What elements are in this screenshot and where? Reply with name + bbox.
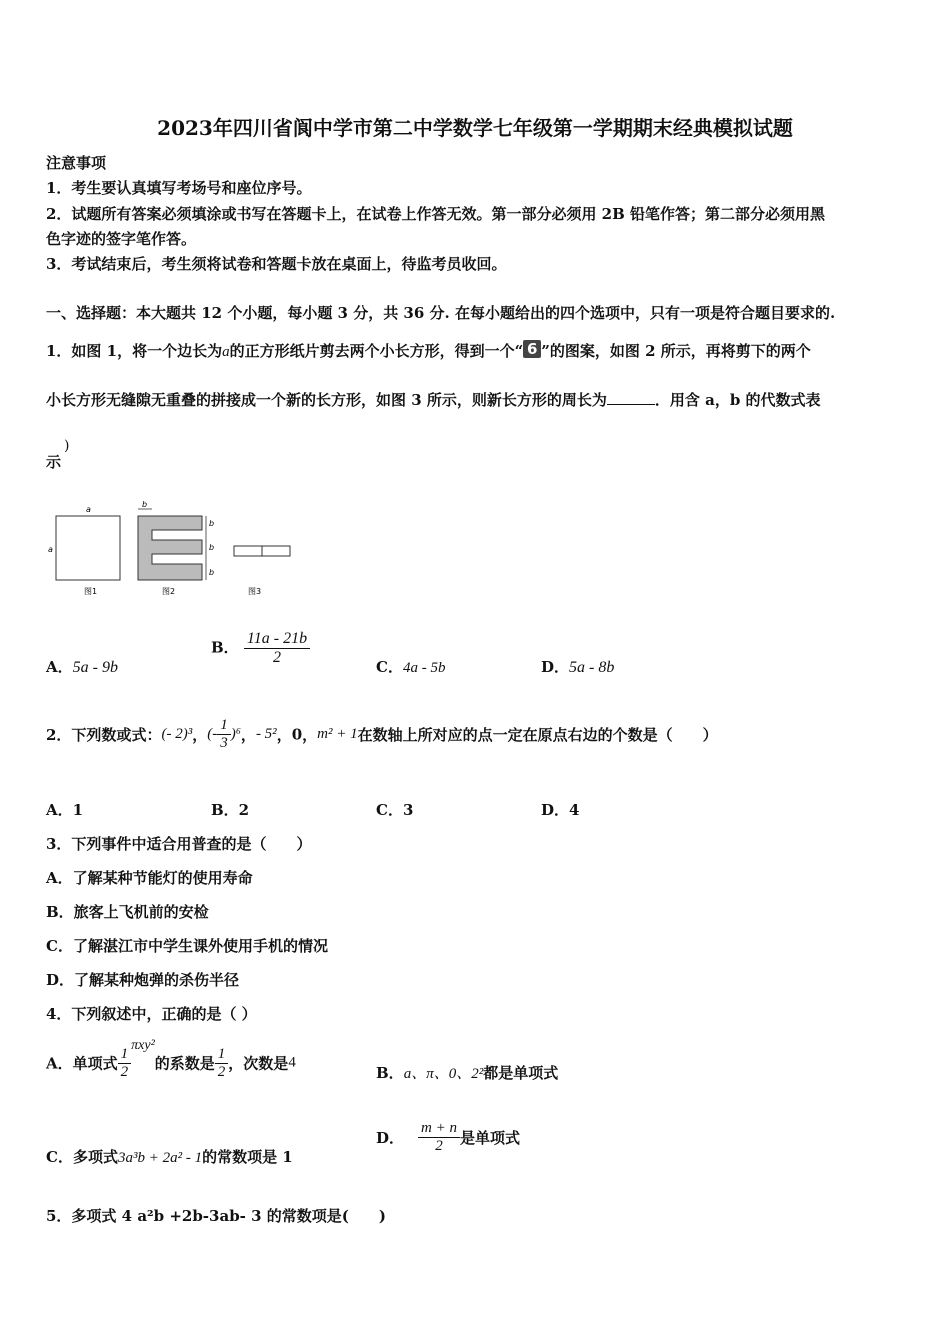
comma: ， [240, 726, 256, 744]
q1-line2b: ．用含 a，b 的代数式表 [654, 391, 821, 409]
q1-line3: 示 [46, 453, 62, 471]
q2-option-a: A．1 [46, 801, 84, 819]
q4-c-tail: 的常数项是 1 [202, 1148, 293, 1166]
q3-option-b: B．旅客上飞机前的安检 [46, 903, 209, 921]
option-label: A． [46, 658, 73, 676]
option-d-expr: 5a - 8b [569, 659, 615, 676]
fig2-side-b-1: b [209, 519, 215, 528]
q3-option-a: A．了解某种节能灯的使用寿命 [46, 869, 253, 887]
option-a-expr: 5a - 9b [72, 659, 118, 676]
answer-blank [607, 390, 655, 405]
q2-stem-start: 2．下列数或式： [46, 726, 162, 744]
fraction-numerator: 1 [215, 1046, 229, 1064]
option-label: D． [376, 1129, 405, 1147]
fig2-side-b-2: b [209, 543, 215, 552]
fig1-side-a-top: a [86, 505, 91, 514]
option-label: A．单项式 [46, 1054, 118, 1073]
q2-expr-2-fraction [217, 717, 231, 752]
fig1-label: 图1 [84, 587, 98, 596]
notice-item: 3．考试结束后，考生须将试卷和答题卡放在桌面上，待监考员收回。 [46, 255, 507, 273]
q4-a-degree: 4 [288, 1054, 296, 1071]
fig1-side-a-left: a [48, 545, 53, 554]
fraction-denominator: 2 [217, 1063, 226, 1080]
q1-part3: ”的图案，如图 2 所示，再将剪下的两个 [541, 342, 811, 360]
notice-item: 色字迹的签字笔作答。 [46, 230, 197, 248]
comma: ， [276, 726, 292, 744]
q4-b-expr: a、π、0、2² [403, 1066, 484, 1082]
q1-option-b [211, 630, 310, 667]
comma: ， [302, 726, 318, 744]
q2-expr-4: m² + 1 [317, 726, 358, 742]
q4-d-fraction [418, 1120, 460, 1155]
q2-expr-2-post: )⁶ [230, 726, 241, 742]
fraction-denominator: 2 [120, 1063, 129, 1080]
q1-option-c [376, 656, 445, 677]
page-title: 2023年四川省阆中学市第二中学数学七年级第一学期期末经典模拟试题 [157, 116, 793, 140]
figure-2 [138, 500, 214, 596]
six-shape-icon: 6 [523, 340, 541, 358]
q4-option-d [376, 1120, 520, 1155]
q1-line2a: 小长方形无缝隙无重叠的拼接成一个新的长方形，如图 3 所示，则新长方形的周长为 [46, 391, 607, 409]
option-label: C．多项式 [46, 1148, 118, 1166]
fig2-label: 图2 [162, 587, 176, 596]
q4-stem: 4．下列叙述中，正确的是（ ） [46, 1005, 257, 1023]
q1-var-a: a [222, 344, 230, 360]
q3-option-c: C．了解湛江市中学生课外使用手机的情况 [46, 937, 328, 955]
fraction-numerator: 1 [118, 1046, 132, 1064]
fig3-label: 图3 [248, 587, 262, 596]
option-b-fraction [244, 630, 310, 667]
comma: ， [192, 726, 208, 744]
section-heading: 一、选择题：本大题共 12 个小题，每小题 3 分，共 36 分. 在每小题给出的四个选项中，只有一项是符合题目要求的. [46, 304, 836, 322]
q2-option-c: C．3 [376, 801, 414, 819]
q2-option-b: B．2 [211, 801, 250, 819]
q3-option-d: D．了解某种炮弹的杀伤半径 [46, 971, 240, 989]
figure-3 [234, 546, 290, 596]
q4-d-tail: 是单项式 [459, 1129, 520, 1147]
fraction-numerator: 11a - 21b [244, 630, 310, 649]
q5-stem: 5．多项式 4 a²b +2b-3ab- 3 的常数项是( ) [46, 1207, 386, 1225]
q4-option-c [46, 1146, 293, 1167]
notice-item: 2．试题所有答案必须填涂或书写在答题卡上，在试卷上作答无效。第一部分必须用 2B 铅笔作答；第二部分必须用黑 [46, 205, 826, 223]
q4-a-mid: 的系数是 [154, 1054, 215, 1073]
q3-stem: 3．下列事件中适合用普查的是（ ） [46, 835, 312, 853]
q4-b-tail: 都是单项式 [483, 1064, 559, 1082]
q2-expr-3: - 5² [255, 726, 277, 742]
option-label: B． [211, 638, 239, 657]
fig2-side-b-3: b [209, 568, 215, 577]
q2-option-d: D．4 [541, 801, 580, 819]
q4-option-b [376, 1062, 558, 1083]
q1-part1: 1．如图 1，将一个边长为 [46, 342, 223, 360]
fraction-numerator: 1 [217, 717, 231, 735]
q2-stem-end: 在数轴上所对应的点一定在原点右边的个数是（ ） [357, 726, 718, 744]
q4-a-tail: ，次数是 [228, 1054, 289, 1073]
q2-zero: 0 [291, 725, 303, 744]
q1-option-a [46, 656, 118, 677]
fraction-denominator: 3 [220, 735, 228, 751]
q1-paren: ) [64, 438, 70, 454]
q4-a-coefficient [215, 1046, 229, 1081]
q2-stem [46, 717, 718, 752]
fraction-numerator: m + n [418, 1120, 460, 1138]
q1-line1 [46, 340, 811, 361]
q2-expr-1: (- 2)³ [161, 726, 193, 742]
option-label: D． [541, 658, 570, 676]
fraction-denominator: 2 [272, 649, 281, 666]
q1-figures [46, 500, 306, 600]
fig2-side-b-top: b [142, 500, 148, 509]
notice-item: 1．考生要认真填写考场号和座位序号。 [46, 179, 312, 197]
q4-a-expr: πxy² [131, 1038, 155, 1053]
q4-a-fraction [118, 1046, 132, 1081]
q1-part2: 的正方形纸片剪去两个小长方形，得到一个“ [229, 342, 524, 360]
option-label: C． [376, 658, 403, 676]
q4-c-expr: 3a³b + 2a² - 1 [117, 1150, 203, 1166]
notice-heading: 注意事项 [46, 154, 107, 172]
q1-line2 [46, 389, 821, 410]
q4-option-a [46, 1038, 296, 1081]
q2-expr-2-pre: (- [207, 726, 218, 742]
figure-1 [48, 505, 120, 596]
option-label: B． [376, 1064, 404, 1082]
fraction-denominator: 2 [435, 1138, 443, 1154]
option-c-expr: 4a - 5b [402, 660, 446, 676]
q1-option-d [541, 656, 614, 677]
